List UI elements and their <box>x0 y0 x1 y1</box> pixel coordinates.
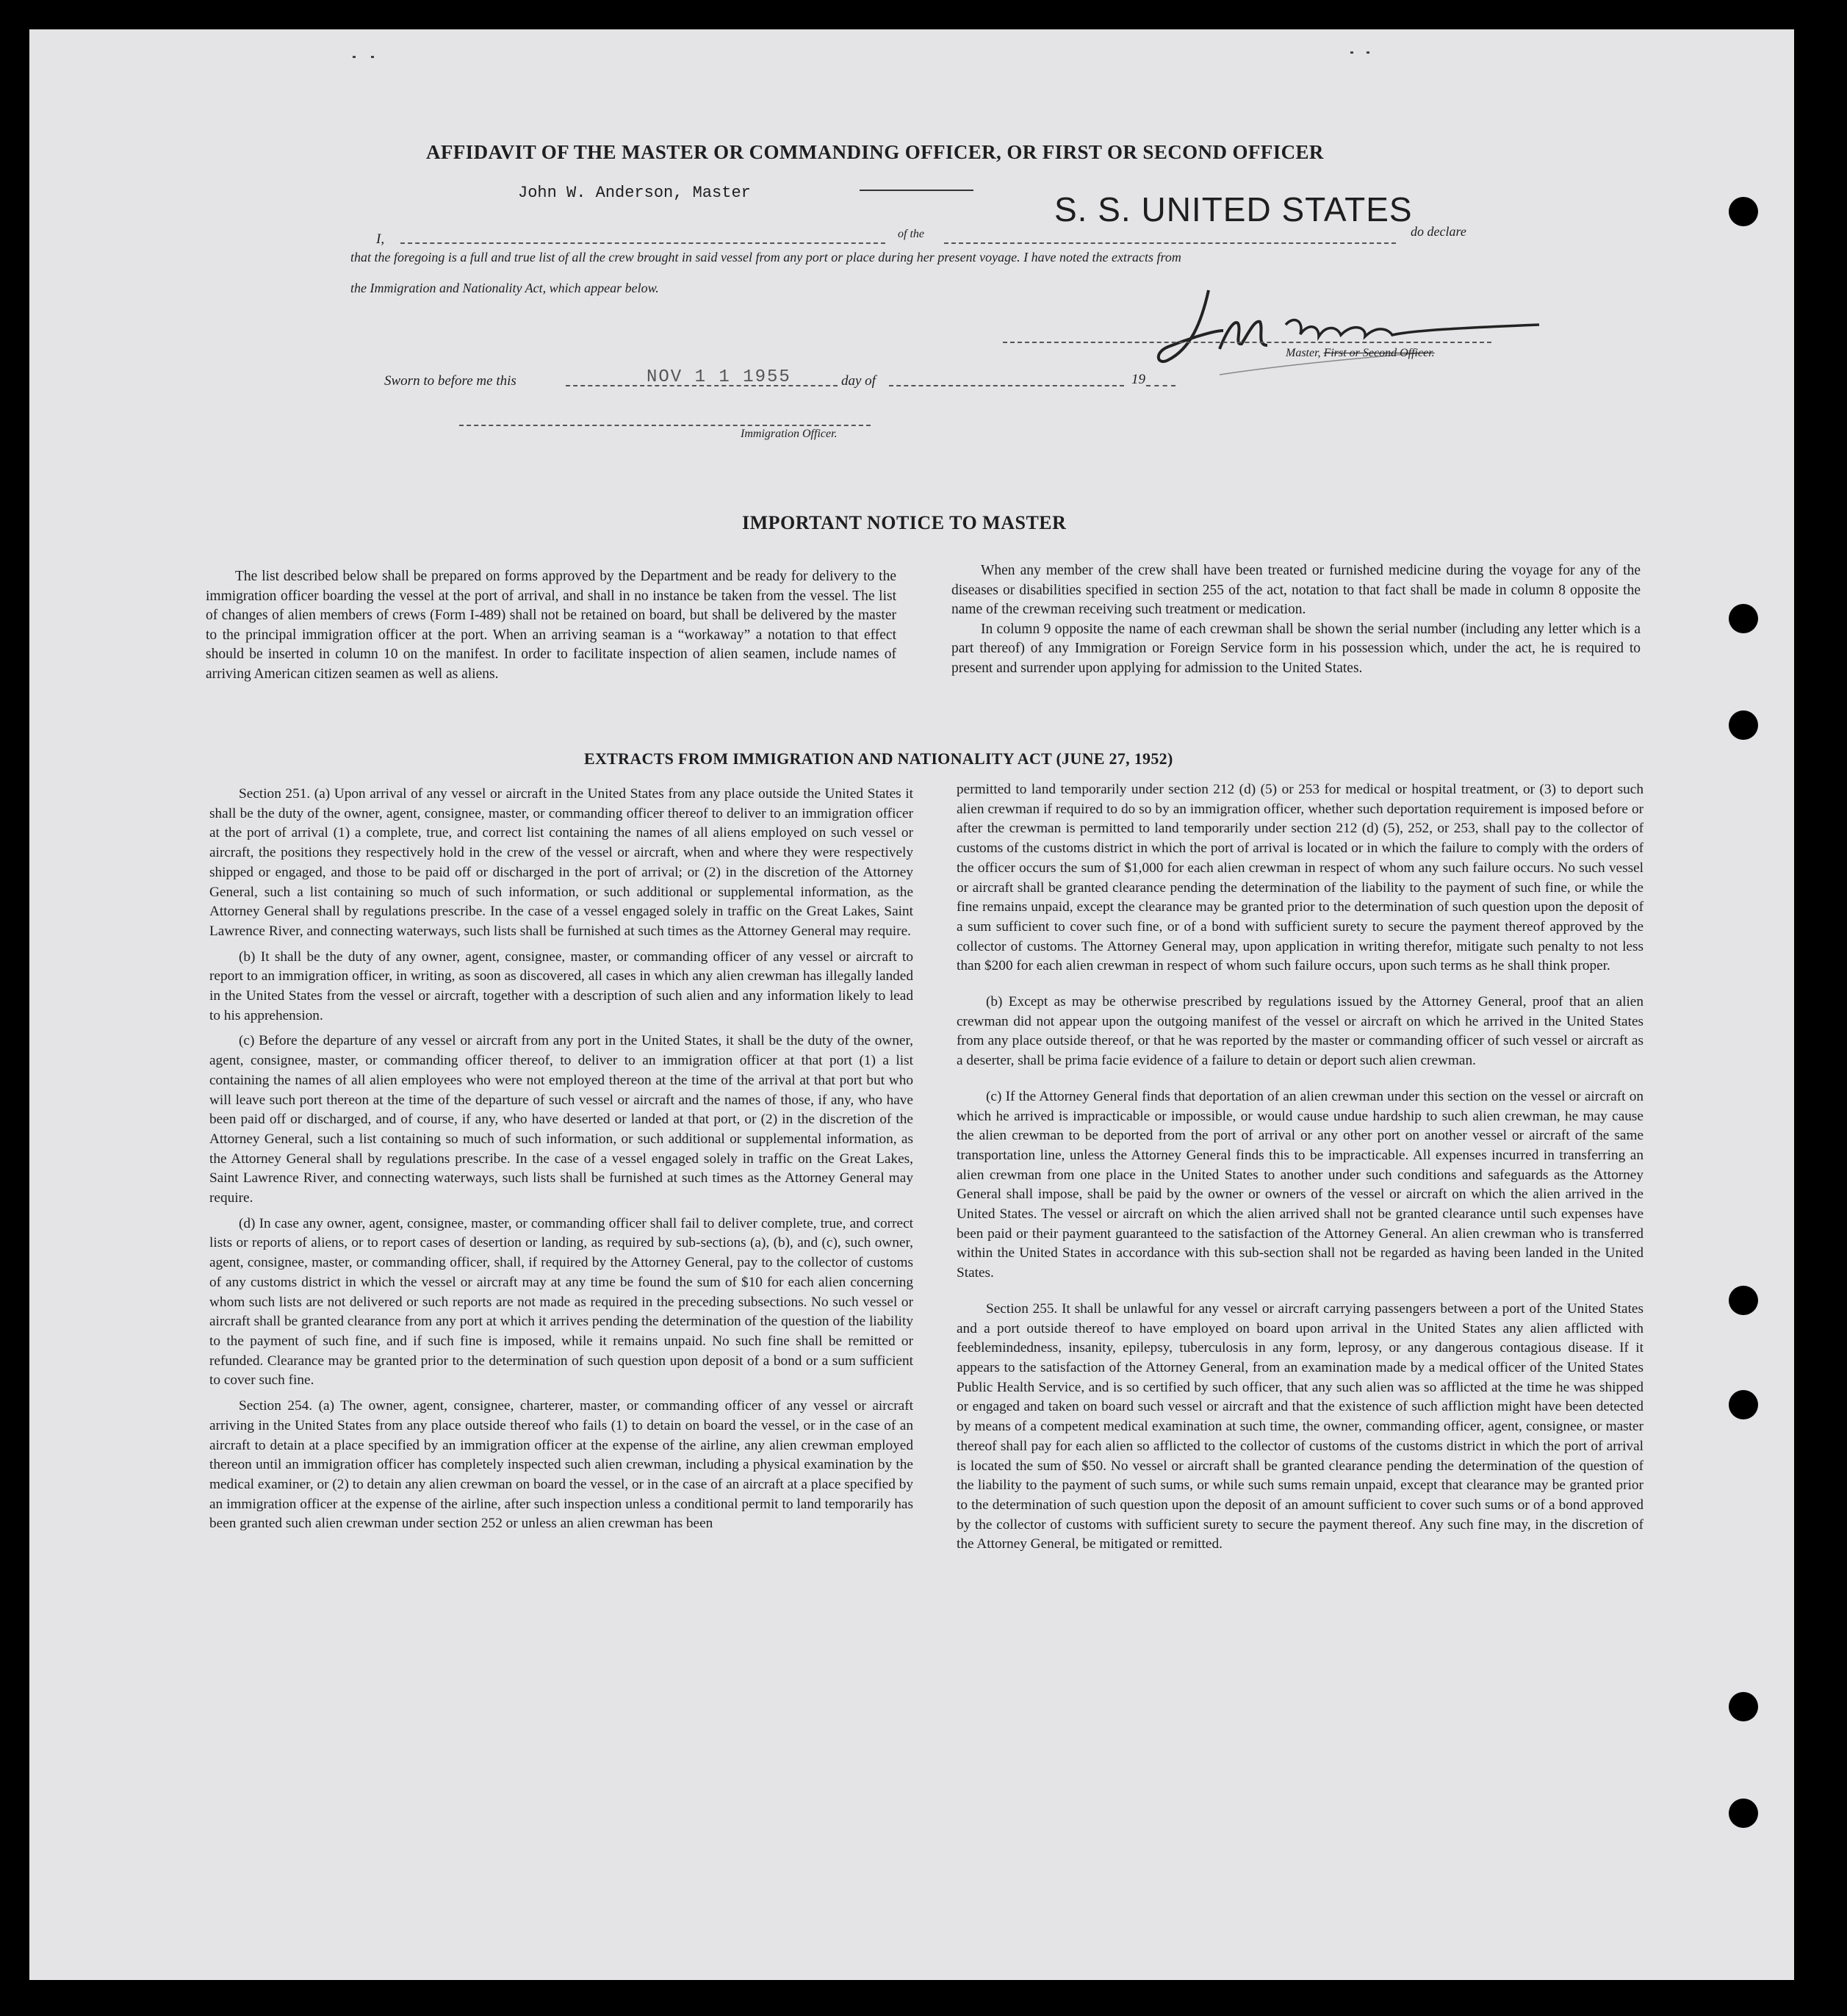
section-251-d: (d) In case any owner, agent, consignee, master, or commanding officer shall fail to deliver complete, true, and correct lists or reports of aliens, or to report cases of desertion or landing, as required by sub-sections (a), (b), and (c), such owner, agent, consignee, master, or commanding officer, shall, if required by the Attorney General, pay to the collector of customs of any customs district in which the vessel or aircraft may at any time be found the sum of $10 for each alien concerning whom such lists are not delivered or such reports are not made as required in the preceding subsections. No such vessel or aircraft shall be granted clearance from any port at which it arrives pending the determination of the question of the liability to the payment of such fine, and if such fine is imposed, while it remains unpaid. No such fine shall be remitted or refunded. Clearance may be granted prior to the determination of such question upon deposit of a bond or a sum sufficient to cover such fine. <box>209 1215 913 1389</box>
extracts-right-column <box>957 780 1643 1560</box>
declaration-line-2: the Immigration and Nationality Act, which appear below. <box>350 281 659 295</box>
name-line <box>400 242 885 244</box>
day-of-label: day of <box>841 373 876 389</box>
vessel-name: S. S. UNITED STATES <box>1054 190 1413 228</box>
scan-speck <box>1367 51 1369 54</box>
caption-master: Master, <box>1286 347 1321 359</box>
binder-hole <box>1729 1692 1758 1721</box>
binder-hole <box>1729 1390 1758 1419</box>
binder-hole <box>1729 1799 1758 1828</box>
stamped-date: NOV 1 1 1955 <box>647 367 791 387</box>
do-declare-label: do declare <box>1411 224 1466 239</box>
notice-right-paragraph-2: In column 9 opposite the name of each crewman shall be shown the serial number (including any letter which is a part thereof) of any Immigration or Foreign Service form in his possession which, under the act, he is required to present and surrender upon applying for admission to the United States. <box>951 621 1641 676</box>
declaration-line-1: that the foregoing is a full and true list of all the crew brought in said vessel from any port or place during her present voyage. I have noted the extracts from <box>350 250 1181 264</box>
binder-hole <box>1729 1286 1758 1315</box>
i-label: I, <box>376 231 385 247</box>
year-line <box>1146 385 1175 386</box>
binder-hole <box>1729 197 1758 226</box>
section-251-c: (c) Before the departure of any vessel or aircraft from any port in the United States, it shall be the duty of the owner, agent, consignee, master, or commanding officer thereof, to deliver to an immigration officer at that port (1) a list containing the names of all alien employees who were not employed thereon at the time of the arrival at that port but who will leave such port thereon at the time of the departure of such vessel or aircraft and the names of those, if any, who have been paid off or discharged, and of course, if any, who have deserted or landed at that port, or (2) in the discretion of the Attorney General, such a list containing so much of such information, or such additional or supplemental information, as the Attorney General shall by regulations prescribe. In the case of a vessel engaged solely in traffic on the Great Lakes, Saint Lawrence River, and connecting waterways, such lists shall be furnished at such times as the Attorney General may require. <box>209 1033 913 1206</box>
officer-line <box>459 425 871 426</box>
notice-left-paragraph: The list described below shall be prepared on forms approved by the Department and be ready for delivery to the immigration officer boarding the vessel at the port of arrival, and shall in no instance be taken from the vessel. The list of changes of alien members of crews (Form I-489) shall not be retained on board, but shall be delivered by the master to the principal immigration officer at the port. When an arriving seaman is a “workaway” a notation to that effect should be inserted in column 10 on the manifest. In order to facilitate inspection of alien seamen, include names of arriving American citizen seamen as well as aliens. <box>206 569 896 682</box>
signature-line <box>1003 342 1491 343</box>
notice-right-column <box>951 561 1641 684</box>
scan-speck <box>1350 51 1353 54</box>
sworn-label: Sworn to before me this <box>384 373 516 389</box>
scan-speck <box>371 56 374 58</box>
notice-right-paragraph-1: When any member of the crew shall have been treated or furnished medicine during the voyage for any of the diseases or disabilities specified in section 255 of the act, notation to that fact shall be made in column 8 opposite the name of the crewman receiving such treatment or medication. <box>951 563 1641 617</box>
section-254-a-continued: permitted to land temporarily under section 212 (d) (5) or 253 for medical or hospital treatment, or (3) to deport such alien crewman if required to do so by an immigration officer, whether such deportation requirement is imposed before or after the crewman is permitted to land temporarily under section 212 (d) (5), 252, or 253, shall pay to the collector of customs of the customs district in which the port of arrival is located or in which the failure to comply with the orders of the officer occurs the sum of $1,000 for each alien crewman in respect of whom any such failure occurs. No such vessel or aircraft shall be granted clearance pending the determination of the liability to the payment of such fine, or while the fine remains unpaid, except the clearance may be granted prior to the determination of such question upon the deposit of a sum sufficient to cover such fine, or of a bond with sufficient surety to secure the payment thereof approved by the collector of customs. The Attorney General may, upon application in writing therefor, mitigate such penalty to not less than $200 for each alien crewman in respect of whom such failure occurs, upon such terms as he shall think proper. <box>957 782 1643 974</box>
affidavit-title: AFFIDAVIT OF THE MASTER OR COMMANDING OFFICER, OR FIRST OR SECOND OFFICER <box>426 141 1324 163</box>
section-254-c: (c) If the Attorney General finds that deportation of an alien crewman under this section on the vessel or aircraft on which he arrived is impracticable or impossible, or would cause undue hardship to such alien crewman, he may cause the alien crewman to be deported from the port of arrival or any other port on another vessel or aircraft of the same transportation line, unless the Attorney General finds this to be impracticable. All expenses incurred in transferring an alien crewman from one place in the United States to another under such conditions and safeguards as the Attorney General shall impose, shall be paid by the owner or owners of the vessel or aircraft on which the alien arrived in the United States. The vessel or aircraft on which the alien arrived shall not be granted clearance until such expenses have been paid or their payment guaranteed to the satisfaction of the Attorney General. An alien crewman who is transferred within the United States in accordance with this sub-section shall not be regarded as having been landed in the United States. <box>957 1088 1643 1281</box>
officer-caption: Immigration Officer. <box>741 428 838 440</box>
master-signature <box>1131 279 1543 382</box>
section-255: Section 255. It shall be unlawful for any vessel or aircraft carrying passengers between a port of the United States and a port outside thereof to have employed on board upon arrival in the United States any alien afflicted with feeblemindedness, insanity, epilepsy, tuberculosis in any form, leprosy, or any dangerous contagious disease. If it appears to the satisfaction of the Attorney General, from an examination made by a medical officer of the United States Public Health Service, and is so certified by such officer, that any such alien was so afflicted at the time he was shipped or engaged and taken on board such vessel or aircraft and that the existence of such affliction might have been detected by means of a competent medical examination at such time, the owner, commanding officer, agent, consignee, or master thereof shall pay for each alien so afflicted to the collector of customs of the customs district in which the port of arrival is located the sum of $50. No vessel or aircraft shall be granted clearance pending the determination of the question of the liability to the payment of such sums, or while such sums remain unpaid, except that clearance may be granted prior to the determination of such question upon the deposit of an amount sufficient to cover such sums or of a bond approved by the collector of customs with sufficient surety to secure the payment thereof. Any such fine may, in the discretion of the Attorney General, be mitigated or remitted. <box>957 1300 1643 1552</box>
year-label: 19 <box>1131 372 1145 387</box>
binder-hole <box>1729 604 1758 633</box>
extracts-left-column <box>209 785 913 1540</box>
typed-name: John W. Anderson, Master <box>518 184 751 202</box>
extracts-title: EXTRACTS FROM IMMIGRATION AND NATIONALITY ACT (JUNE 27, 1952) <box>584 749 1173 768</box>
caption-struck-officer: First or Second Officer. <box>1323 347 1435 359</box>
section-254-b: (b) Except as may be otherwise prescribed by regulations issued by the Attorney General, proof that an alien crewman did not appear upon the outgoing manifest of the vessel or aircraft on which he arrived in the United States from any place outside thereof, or that he was reported by the master or commanding officer of such vessel or aircraft as a deserter, shall be prima facie evidence of a failure to detain or deport such alien crewman. <box>957 994 1643 1069</box>
section-251-b: (b) It shall be the duty of any owner, agent, consignee, master, or commanding officer of any vessel or aircraft to report to an immigration officer, in writing, as soon as discovered, all cases in which any alien crewman has illegally landed in the United States from the vessel or aircraft, together with a description of such alien and any information likely to lead to his apprehension. <box>209 948 913 1023</box>
scan-speck <box>353 56 356 58</box>
month-line <box>889 385 1124 386</box>
section-251-a: Section 251. (a) Upon arrival of any vessel or aircraft in the United States from any place outside the United States it shall be the duty of the owner, agent, consignee, master, or commanding officer thereof to deliver to an immigration officer at the port of arrival (1) a complete, true, and correct list containing the names of all aliens employed on such vessel or aircraft, the positions they respectively hold in the crew of the vessel or aircraft, when and where they were respectively shipped or engaged, and those to be paid off or discharged in the port of arrival; or (2) in the discretion of the Attorney General, such a list containing so much of such information, or such additional or supplemental information, as the Attorney General shall by regulations prescribe. In the case of a vessel engaged solely in traffic on the Great Lakes, Saint Lawrence River, and connecting waterways, such lists shall be furnished at such times as the Attorney General may require. <box>209 786 913 939</box>
signer-caption <box>1286 347 1435 360</box>
notice-left-column <box>206 567 896 690</box>
binder-hole <box>1729 710 1758 740</box>
notice-title: IMPORTANT NOTICE TO MASTER <box>742 512 1067 533</box>
section-254-a: Section 254. (a) The owner, agent, consignee, charterer, master, or commanding officer of any vessel or aircraft arriving in the United States from any place outside thereof who fails (1) to detain on board the vessel, or in the case of an aircraft to detain at a place specified by an immigration officer at the expense of the airline, any alien crewman employed thereon until an immigration officer has completely inspected such alien crewman, including a physical examination by the medical examiner, or (2) to detain any alien crewman on board the vessel, or in the case of an aircraft at a place specified by an immigration officer at the expense of the airline, after such inspection unless a conditional permit to land temporarily has been granted such alien crewman under section 252 or unless an alien crewman has been <box>209 1398 913 1532</box>
vessel-line <box>944 242 1396 244</box>
title-underline <box>860 190 973 191</box>
of-the-label: of the <box>898 228 924 240</box>
